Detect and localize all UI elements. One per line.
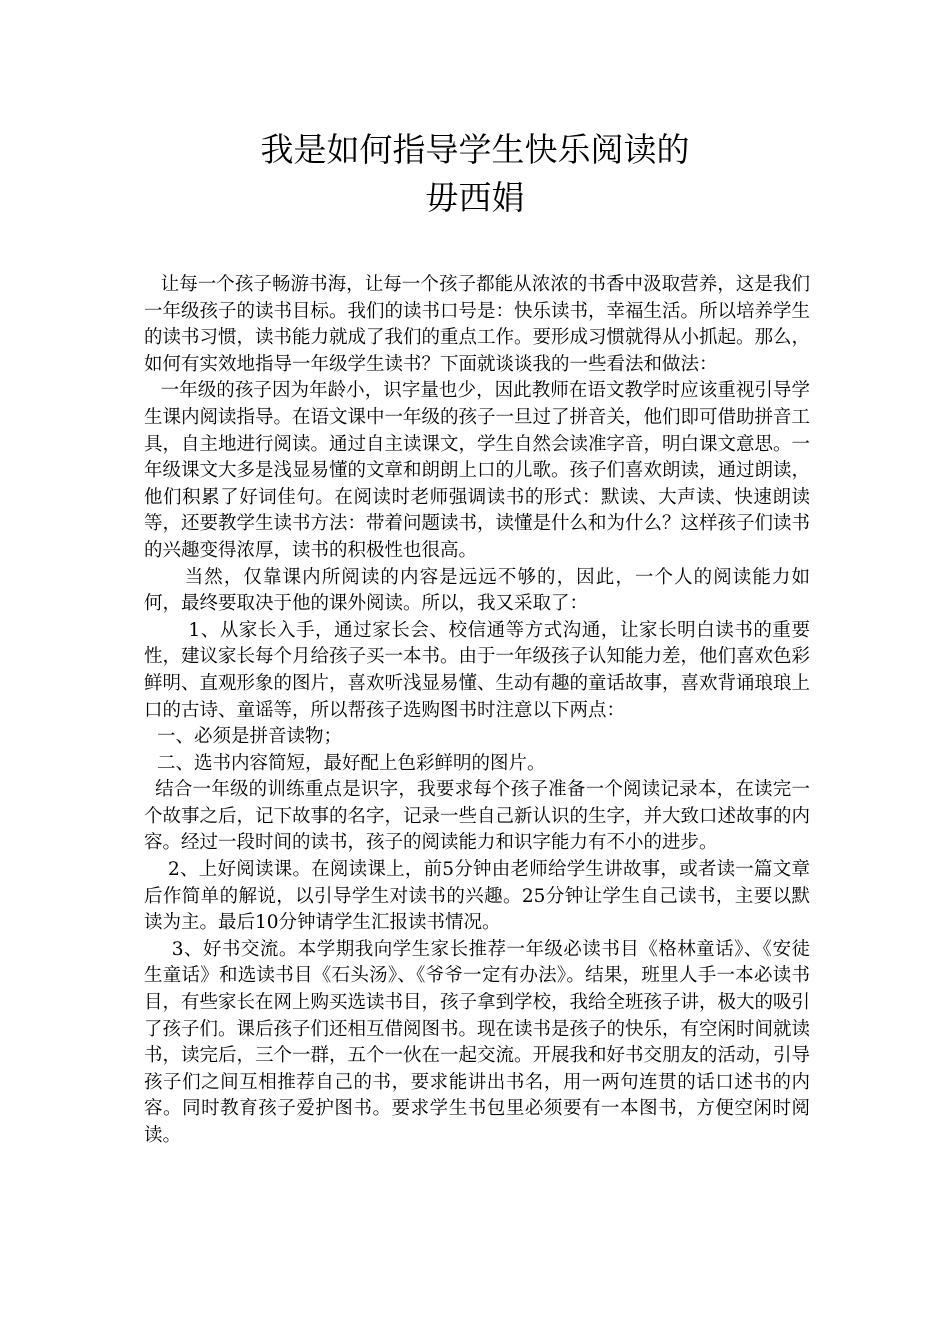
paragraph-sub-point-1: 一、必须是拼音读物； [156,726,342,748]
document-author: 毋西娟 [425,178,525,217]
paragraph-reading-record: 结合一年级的训练重点是识字，我要求每个孩子准备一个阅读记录本，在读完一个故事之后，记下故事的名字，记录一些自己新认识的生字，并大致口述故事的内容。经过一段时间的读书，孩子的阅读能力和识字能力有不小的进步。 [144,779,811,854]
paragraph-point-1: 1、从家长入手，通过家长会、校信通等方式沟通，让家长明白读书的重要性，建议家长每个月给孩子买一本书。由于一年级孩子认知能力差，他们喜欢色彩鲜明、直观形象的图片，喜欢听浅显易懂、生动有趣的童话故事，喜欢背诵琅琅上口的古诗、童谣等，所以帮孩子选购图书时注意以下两点： [144,619,811,721]
document-title: 我是如何指导学生快乐阅读的 [260,130,690,169]
paragraph-intro: 让每一个孩子畅游书海，让每一个孩子都能从浓浓的书香中汲取营养，这是我们一年级孩子的读书目标。我们的读书口号是：快乐读书，幸福生活。所以培养学生的读书习惯，读书能力就成了我们的重点工作。要形成习惯就得从小抓起。那么，如何有实效地指导一年级学生读书？下面就谈谈我的一些看法和做法： [144,274,811,375]
paragraph-sub-point-2: 二、选书内容简短，最好配上色彩鲜明的图片。 [156,752,546,774]
document-body [144,272,810,1150]
paragraph-in-class-reading: 一年级的孩子因为年龄小，识字量也少，因此教师在语文教学时应该重视引导学生课内阅读指导。在语文课中一年级的孩子一旦过了拼音关，他们即可借助拼音工具，自主地进行阅读。通过自主读课文，学生自然会读准字音，明白课文意思。一年级课文大多是浅显易懂的文章和朗朗上口的儿歌。孩子们喜欢朗读，通过朗读，他们积累了好词佳句。在阅读时老师强调读书的形式：默读、大声读、快速朗读等，还要教学生读书方法：带着问题读书，读懂是什么和为什么？这样孩子们读书的兴趣变得浓厚，读书的积极性也很高。 [144,380,811,561]
paragraph-point-3: 3、好书交流。本学期我向学生家长推荐一年级必读书目《格林童话》、《安徒生童话》和选读书目《石头汤》、《爷爷一定有办法》。结果，班里人手一本必读书目，有些家长在网上购买选读书目，孩子拿到学校，我给全班孩子讲，极大的吸引了孩子们。课后孩子们还相互借阅图书。现在读书是孩子的快乐，有空闲时间就读书，读完后，三个一群，五个一伙在一起交流。开展我和好书交朋友的活动，引导孩子们之间互相推荐自己的书，要求能讲出书名，用一两句连贯的话口述书的内容。同时教育孩子爱护图书。要求学生书包里必须要有一本图书，方便空闲时阅读。 [144,938,811,1146]
paragraph-extracurricular: 当然，仅靠课内所阅读的内容是远远不够的，因此，一个人的阅读能力如何，最终要取决于他的课外阅读。所以，我又采取了： [144,566,810,615]
paragraph-point-2: 2、上好阅读课。在阅读课上，前5分钟由老师给学生讲故事，或者读一篇文章后作简单的解说，以引导学生对读书的兴趣。25分钟让学生自己读书，主要以默读为主。最后10分钟请学生汇报读书情况。 [144,859,810,934]
